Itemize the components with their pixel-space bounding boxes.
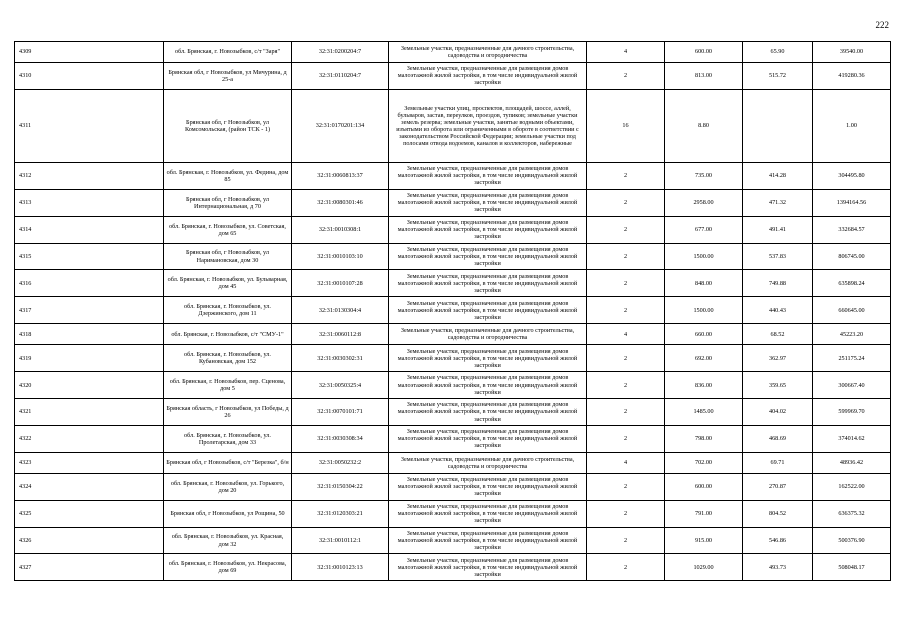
row-number: 4314	[15, 216, 164, 243]
table-row	[15, 243, 891, 270]
cadastral-number-cell: 32:31:0050325:4	[292, 372, 389, 399]
land-use-cell: Земельные участки, предназначенные для дачного строительства, садоводства и огородничества	[389, 324, 587, 345]
cadastral-value-cell: 599969.70	[813, 399, 891, 426]
address-cell: обл. Брянская, г. Новозыбков, ул. Советская, дом 65	[164, 216, 292, 243]
cadastral-number-cell: 32:31:0060813:37	[292, 162, 389, 189]
cadastral-value-cell: 660645.00	[813, 297, 891, 324]
table-row	[15, 42, 891, 63]
cadastral-number-cell: 32:31:0170201:134	[292, 89, 389, 162]
area-cell: 791.00	[665, 500, 743, 527]
cadastral-number-cell: 32:31:0050232:2	[292, 452, 389, 473]
cadastral-number-cell: 32:31:0010107:28	[292, 270, 389, 297]
specific-value-cell: 804.52	[743, 500, 813, 527]
cadastral-number-cell: 32:31:0060112:8	[292, 324, 389, 345]
group-cell: 2	[587, 216, 665, 243]
address-cell: Брянская обл, г Новозыбков, ул Рощина, 50	[164, 500, 292, 527]
cadastral-value-cell: 332684.57	[813, 216, 891, 243]
specific-value-cell: 362.97	[743, 345, 813, 372]
address-cell: обл. Брянская, г. Новозыбков, ул. Пролетарская, дом 33	[164, 425, 292, 452]
row-number: 4324	[15, 473, 164, 500]
specific-value-cell: 491.41	[743, 216, 813, 243]
cadastral-value-cell: 39540.00	[813, 42, 891, 63]
land-use-cell: Земельные участки, предназначенные для размещения домов малоэтажной жилой застройки, в том числе индивидуальной жилой застройки	[389, 297, 587, 324]
address-cell: обл. Брянская, г. Новозыбков, ул. Дзержинского, дом 11	[164, 297, 292, 324]
land-use-cell: Земельные участки, предназначенные для дачного строительства, садоводства и огородничества	[389, 452, 587, 473]
cadastral-number-cell: 32:31:0150304:22	[292, 473, 389, 500]
specific-value-cell: 65.90	[743, 42, 813, 63]
table-row	[15, 425, 891, 452]
cadastral-number-cell: 32:31:0010123:13	[292, 554, 389, 581]
cadastral-value-cell: 304495.80	[813, 162, 891, 189]
specific-value-cell: 68.52	[743, 324, 813, 345]
table-row	[15, 372, 891, 399]
table-row	[15, 473, 891, 500]
cadastral-number-cell: 32:31:0080301:46	[292, 189, 389, 216]
area-cell: 836.00	[665, 372, 743, 399]
address-cell: обл. Брянская, г. Новозыбков, с/т "СМУ-1"	[164, 324, 292, 345]
group-cell: 4	[587, 452, 665, 473]
area-cell: 600.00	[665, 473, 743, 500]
land-use-cell: Земельные участки улиц, проспектов, площадей, шоссе, аллей, бульваров, застав, переулков, проездов, тупиков; земельные участки земель резерва; земельные участки, занятые водными объектами, изъятыми из оборота или ограниченными в обороте в соответствии с законодательством Российской Федерации; земельные участки под полосами отвода водоемов, каналов и коллекторов, набережные	[389, 89, 587, 162]
table-row	[15, 527, 891, 554]
table-row	[15, 270, 891, 297]
row-number: 4326	[15, 527, 164, 554]
row-number: 4316	[15, 270, 164, 297]
group-cell: 2	[587, 554, 665, 581]
address-cell: обл. Брянская, г. Новозыбков, ул. Кубановская, дом 152	[164, 345, 292, 372]
row-number: 4320	[15, 372, 164, 399]
group-cell: 2	[587, 527, 665, 554]
specific-value-cell: 546.86	[743, 527, 813, 554]
cadastral-value-cell: 162522.00	[813, 473, 891, 500]
group-cell: 2	[587, 270, 665, 297]
cadastral-number-cell: 32:31:0130304:4	[292, 297, 389, 324]
address-cell: Брянская обл, г Новозыбков, ул Комсомольская, (район ТСК - 1)	[164, 89, 292, 162]
specific-value-cell: 270.87	[743, 473, 813, 500]
row-number: 4309	[15, 42, 164, 63]
cadastral-value-table	[14, 41, 891, 581]
group-cell: 2	[587, 372, 665, 399]
table-row	[15, 345, 891, 372]
table-row	[15, 324, 891, 345]
address-cell: обл. Брянская, г. Новозыбков, с/т "Заря"	[164, 42, 292, 63]
area-cell: 660.00	[665, 324, 743, 345]
table-body	[15, 42, 891, 581]
cadastral-number-cell: 32:31:0120303:21	[292, 500, 389, 527]
specific-value-cell: 440.43	[743, 297, 813, 324]
cadastral-value-cell: 374014.62	[813, 425, 891, 452]
specific-value-cell: 359.65	[743, 372, 813, 399]
address-cell: обл. Брянская, г. Новозыбков, ул. Федина, дом 85	[164, 162, 292, 189]
cadastral-number-cell: 32:31:0010103:10	[292, 243, 389, 270]
area-cell: 692.00	[665, 345, 743, 372]
address-cell: обл. Брянская, г. Новозыбков, ул. Красная, дом 32	[164, 527, 292, 554]
address-cell: обл. Брянская, г. Новозыбков, пер. Сценова, дом 5	[164, 372, 292, 399]
group-cell: 4	[587, 42, 665, 63]
group-cell: 2	[587, 297, 665, 324]
specific-value-cell: 468.69	[743, 425, 813, 452]
land-use-cell: Земельные участки, предназначенные для размещения домов малоэтажной жилой застройки, в том числе индивидуальной жилой застройки	[389, 345, 587, 372]
group-cell: 2	[587, 189, 665, 216]
land-use-cell: Земельные участки, предназначенные для размещения домов малоэтажной жилой застройки, в том числе индивидуальной жилой застройки	[389, 399, 587, 426]
land-use-cell: Земельные участки, предназначенные для размещения домов малоэтажной жилой застройки, в том числе индивидуальной жилой застройки	[389, 372, 587, 399]
area-cell: 2958.00	[665, 189, 743, 216]
address-cell: Брянская область, г Новозыбков, ул Победы, д 26	[164, 399, 292, 426]
cadastral-number-cell: 32:31:0030302:31	[292, 345, 389, 372]
land-use-cell: Земельные участки, предназначенные для размещения домов малоэтажной жилой застройки, в том числе индивидуальной жилой застройки	[389, 527, 587, 554]
row-number: 4327	[15, 554, 164, 581]
group-cell: 16	[587, 89, 665, 162]
row-number: 4325	[15, 500, 164, 527]
area-cell: 1029.00	[665, 554, 743, 581]
cadastral-number-cell: 32:31:0110204:7	[292, 63, 389, 90]
specific-value-cell: 537.83	[743, 243, 813, 270]
specific-value-cell: 404.02	[743, 399, 813, 426]
area-cell: 735.00	[665, 162, 743, 189]
address-cell: Брянская обл, г Новозыбков, с/т "Березка", б/н	[164, 452, 292, 473]
land-use-cell: Земельные участки, предназначенные для размещения домов малоэтажной жилой застройки, в том числе индивидуальной жилой застройки	[389, 500, 587, 527]
cadastral-number-cell: 32:31:0200204:7	[292, 42, 389, 63]
area-cell: 848.00	[665, 270, 743, 297]
area-cell: 1485.00	[665, 399, 743, 426]
group-cell: 2	[587, 425, 665, 452]
group-cell: 2	[587, 243, 665, 270]
specific-value-cell	[743, 89, 813, 162]
land-use-cell: Земельные участки, предназначенные для размещения домов малоэтажной жилой застройки, в том числе индивидуальной жилой застройки	[389, 216, 587, 243]
cadastral-value-cell: 508048.17	[813, 554, 891, 581]
table-row	[15, 500, 891, 527]
table-row	[15, 89, 891, 162]
area-cell: 1500.00	[665, 243, 743, 270]
group-cell: 2	[587, 162, 665, 189]
cadastral-value-cell: 251175.24	[813, 345, 891, 372]
area-cell: 1500.00	[665, 297, 743, 324]
group-cell: 2	[587, 473, 665, 500]
land-use-cell: Земельные участки, предназначенные для дачного строительства, садоводства и огородничества	[389, 42, 587, 63]
specific-value-cell: 749.88	[743, 270, 813, 297]
area-cell: 8.80	[665, 89, 743, 162]
row-number: 4321	[15, 399, 164, 426]
area-cell: 813.00	[665, 63, 743, 90]
area-cell: 600.00	[665, 42, 743, 63]
specific-value-cell: 414.28	[743, 162, 813, 189]
area-cell: 915.00	[665, 527, 743, 554]
cadastral-value-cell: 45223.20	[813, 324, 891, 345]
land-use-cell: Земельные участки, предназначенные для размещения домов малоэтажной жилой застройки, в том числе индивидуальной жилой застройки	[389, 425, 587, 452]
cadastral-number-cell: 32:31:0030308:34	[292, 425, 389, 452]
table-row	[15, 216, 891, 243]
address-cell: Брянская обл, г Новозыбков, ул Наримановская, дом 30	[164, 243, 292, 270]
group-cell: 4	[587, 324, 665, 345]
specific-value-cell: 69.71	[743, 452, 813, 473]
table-row	[15, 452, 891, 473]
row-number: 4313	[15, 189, 164, 216]
cadastral-number-cell: 32:31:0010308:1	[292, 216, 389, 243]
address-cell: Брянская обл, г Новозыбков, ул Интернациональная, д 70	[164, 189, 292, 216]
address-cell: обл. Брянская, г. Новозыбков, ул. Горького, дом 20	[164, 473, 292, 500]
land-use-cell: Земельные участки, предназначенные для размещения домов малоэтажной жилой застройки, в том числе индивидуальной жилой застройки	[389, 162, 587, 189]
cadastral-value-cell: 806745.00	[813, 243, 891, 270]
row-number: 4317	[15, 297, 164, 324]
cadastral-number-cell: 32:31:0010112:1	[292, 527, 389, 554]
table-row	[15, 63, 891, 90]
cadastral-value-cell: 1.00	[813, 89, 891, 162]
table-row	[15, 554, 891, 581]
cadastral-value-cell: 636375.32	[813, 500, 891, 527]
row-number: 4322	[15, 425, 164, 452]
land-use-cell: Земельные участки, предназначенные для размещения домов малоэтажной жилой застройки, в том числе индивидуальной жилой застройки	[389, 243, 587, 270]
table-row	[15, 297, 891, 324]
row-number: 4315	[15, 243, 164, 270]
group-cell: 2	[587, 63, 665, 90]
cadastral-value-cell: 500376.90	[813, 527, 891, 554]
row-number: 4318	[15, 324, 164, 345]
cadastral-value-cell: 48936.42	[813, 452, 891, 473]
land-use-cell: Земельные участки, предназначенные для размещения домов малоэтажной жилой застройки, в том числе индивидуальной жилой застройки	[389, 554, 587, 581]
table-row	[15, 399, 891, 426]
cadastral-value-cell: 1394164.56	[813, 189, 891, 216]
row-number: 4311	[15, 89, 164, 162]
cadastral-value-cell: 419280.36	[813, 63, 891, 90]
table-row	[15, 189, 891, 216]
cadastral-value-cell: 300667.40	[813, 372, 891, 399]
land-use-cell: Земельные участки, предназначенные для размещения домов малоэтажной жилой застройки, в том числе индивидуальной жилой застройки	[389, 63, 587, 90]
land-use-cell: Земельные участки, предназначенные для размещения домов малоэтажной жилой застройки, в том числе индивидуальной жилой застройки	[389, 473, 587, 500]
specific-value-cell: 493.73	[743, 554, 813, 581]
page-number: 222	[875, 20, 889, 30]
specific-value-cell: 471.32	[743, 189, 813, 216]
group-cell: 2	[587, 399, 665, 426]
row-number: 4323	[15, 452, 164, 473]
address-cell: обл. Брянская, г. Новозыбков, ул. Бульварная, дом 45	[164, 270, 292, 297]
row-number: 4319	[15, 345, 164, 372]
group-cell: 2	[587, 345, 665, 372]
cadastral-value-cell: 635898.24	[813, 270, 891, 297]
area-cell: 677.00	[665, 216, 743, 243]
land-use-cell: Земельные участки, предназначенные для размещения домов малоэтажной жилой застройки, в том числе индивидуальной жилой застройки	[389, 270, 587, 297]
table-row	[15, 162, 891, 189]
group-cell: 2	[587, 500, 665, 527]
row-number: 4310	[15, 63, 164, 90]
address-cell: Брянская обл, г Новозыбков, ул Мичурина, д 25-а	[164, 63, 292, 90]
cadastral-number-cell: 32:31:0070101:71	[292, 399, 389, 426]
land-use-cell: Земельные участки, предназначенные для размещения домов малоэтажной жилой застройки, в том числе индивидуальной жилой застройки	[389, 189, 587, 216]
address-cell: обл. Брянская, г. Новозыбков, ул. Некрасова, дом 69	[164, 554, 292, 581]
row-number: 4312	[15, 162, 164, 189]
area-cell: 798.00	[665, 425, 743, 452]
specific-value-cell: 515.72	[743, 63, 813, 90]
area-cell: 702.00	[665, 452, 743, 473]
